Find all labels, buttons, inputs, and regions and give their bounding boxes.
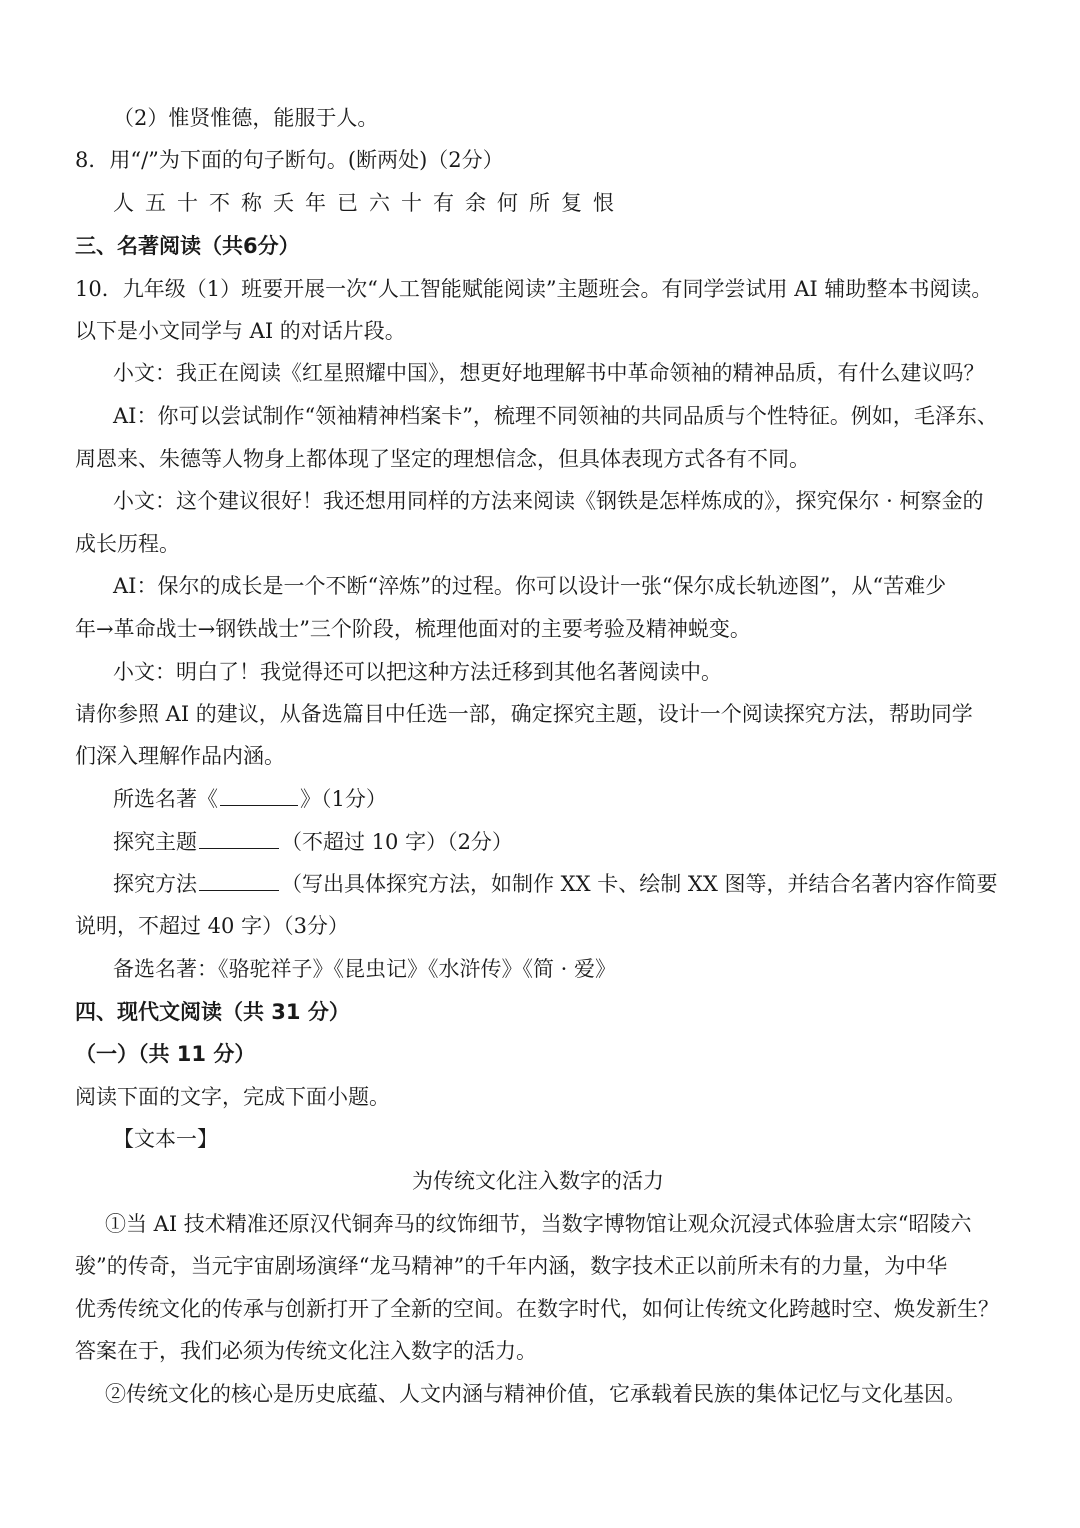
book-answer-row	[113, 789, 387, 810]
method-line2: 说明，不超过 40 字）（3分）	[75, 914, 349, 938]
method-answer-row	[113, 874, 998, 895]
dialog-line: AI：保尔的成长是一个不断“淬炼”的过程。你可以设计一张“保尔成长轨迹图”，从“苦难少	[113, 574, 947, 598]
q7-sub2: （2）惟贤惟德，能服于人。	[113, 106, 379, 130]
paragraph-line: ①当 AI 技术精准还原汉代铜奔马的纹饰细节，当数字博物馆让观众沉浸式体验唐太宗“昭陵六	[105, 1212, 972, 1236]
theme-answer-row	[113, 832, 513, 853]
q8-prompt: 8．用“/”为下面的句子断句。(断两处)（2分）	[75, 148, 504, 172]
q8-sentence: 人五十不称夭年已六十有余何所复恨	[113, 191, 625, 215]
book-blank[interactable]	[220, 804, 298, 806]
method-label: 探究方法	[113, 872, 197, 896]
dialog-line: 小文：明白了！我觉得还可以把这种方法迁移到其他名著阅读中。	[113, 660, 722, 684]
article-title: 为传统文化注入数字的活力	[412, 1169, 664, 1193]
paragraph-line: 优秀传统文化的传承与创新打开了全新的空间。在数字时代，如何让传统文化跨越时空、焕发新生？	[75, 1297, 999, 1321]
q10-intro-line1: 10．九年级（1）班要开展一次“人工智能赋能阅读”主题班会。有同学尝试用 AI 辅助整本书阅读。	[75, 277, 993, 301]
task-line1: 请你参照 AI 的建议，从备选篇目中任选一部，确定探究主题，设计一个阅读探究方法，帮助同学	[75, 702, 973, 726]
section4-heading: 四、现代文阅读（共 31 分）	[75, 1000, 350, 1024]
paragraph-line: 答案在于，我们必须为传统文化注入数字的活力。	[75, 1339, 537, 1363]
method-suffix: （写出具体探究方法，如制作 XX 卡、绘制 XX 图等，并结合名著内容作简要	[281, 872, 998, 896]
dialog-line: 年→革命战士→钢铁战士”三个阶段，梳理他面对的主要考验及精神蜕变。	[75, 617, 751, 641]
dialog-line: 成长历程。	[75, 532, 180, 556]
dialog-line: 小文：这个建议很好！我还想用同样的方法来阅读《钢铁是怎样炼成的》，探究保尔 · 柯察金的	[113, 489, 984, 513]
text-one-label: 【文本一】	[113, 1127, 218, 1151]
book-options: 备选名著：《骆驼祥子》《昆虫记》《水浒传》《简 · 爱》	[113, 957, 617, 981]
dialog-line: 周恩来、朱德等人物身上都体现了坚定的理想信念，但具体表现方式各有不同。	[75, 447, 810, 471]
theme-suffix: （不超过 10 字）（2分）	[281, 830, 513, 854]
section3-heading: 三、名著阅读（共6分）	[75, 234, 300, 258]
q10-intro-line2: 以下是小文同学与 AI 的对话片段。	[75, 319, 406, 343]
book-label: 所选名著《	[113, 787, 218, 811]
paragraph-line: 骏”的传奇，当元宇宙剧场演绎“龙马精神”的千年内涵，数字技术正以前所未有的力量，为中华	[75, 1254, 948, 1278]
method-blank[interactable]	[199, 889, 279, 891]
reading-instruction: 阅读下面的文字，完成下面小题。	[75, 1085, 390, 1109]
book-suffix: 》（1分）	[300, 787, 387, 811]
theme-blank[interactable]	[199, 847, 279, 849]
theme-label: 探究主题	[113, 830, 197, 854]
section4-part1: （一）（共 11 分）	[75, 1042, 256, 1066]
dialog-line: AI：你可以尝试制作“领袖精神档案卡”，梳理不同领袖的共同品质与个性特征。例如，毛泽东、	[113, 404, 998, 428]
task-line2: 们深入理解作品内涵。	[75, 744, 285, 768]
paragraph-line: ②传统文化的核心是历史底蕴、人文内涵与精神价值，它承载着民族的集体记忆与文化基因。	[105, 1382, 966, 1406]
dialog-line: 小文：我正在阅读《红星照耀中国》，想更好地理解书中革命领袖的精神品质，有什么建议吗？	[113, 361, 985, 385]
